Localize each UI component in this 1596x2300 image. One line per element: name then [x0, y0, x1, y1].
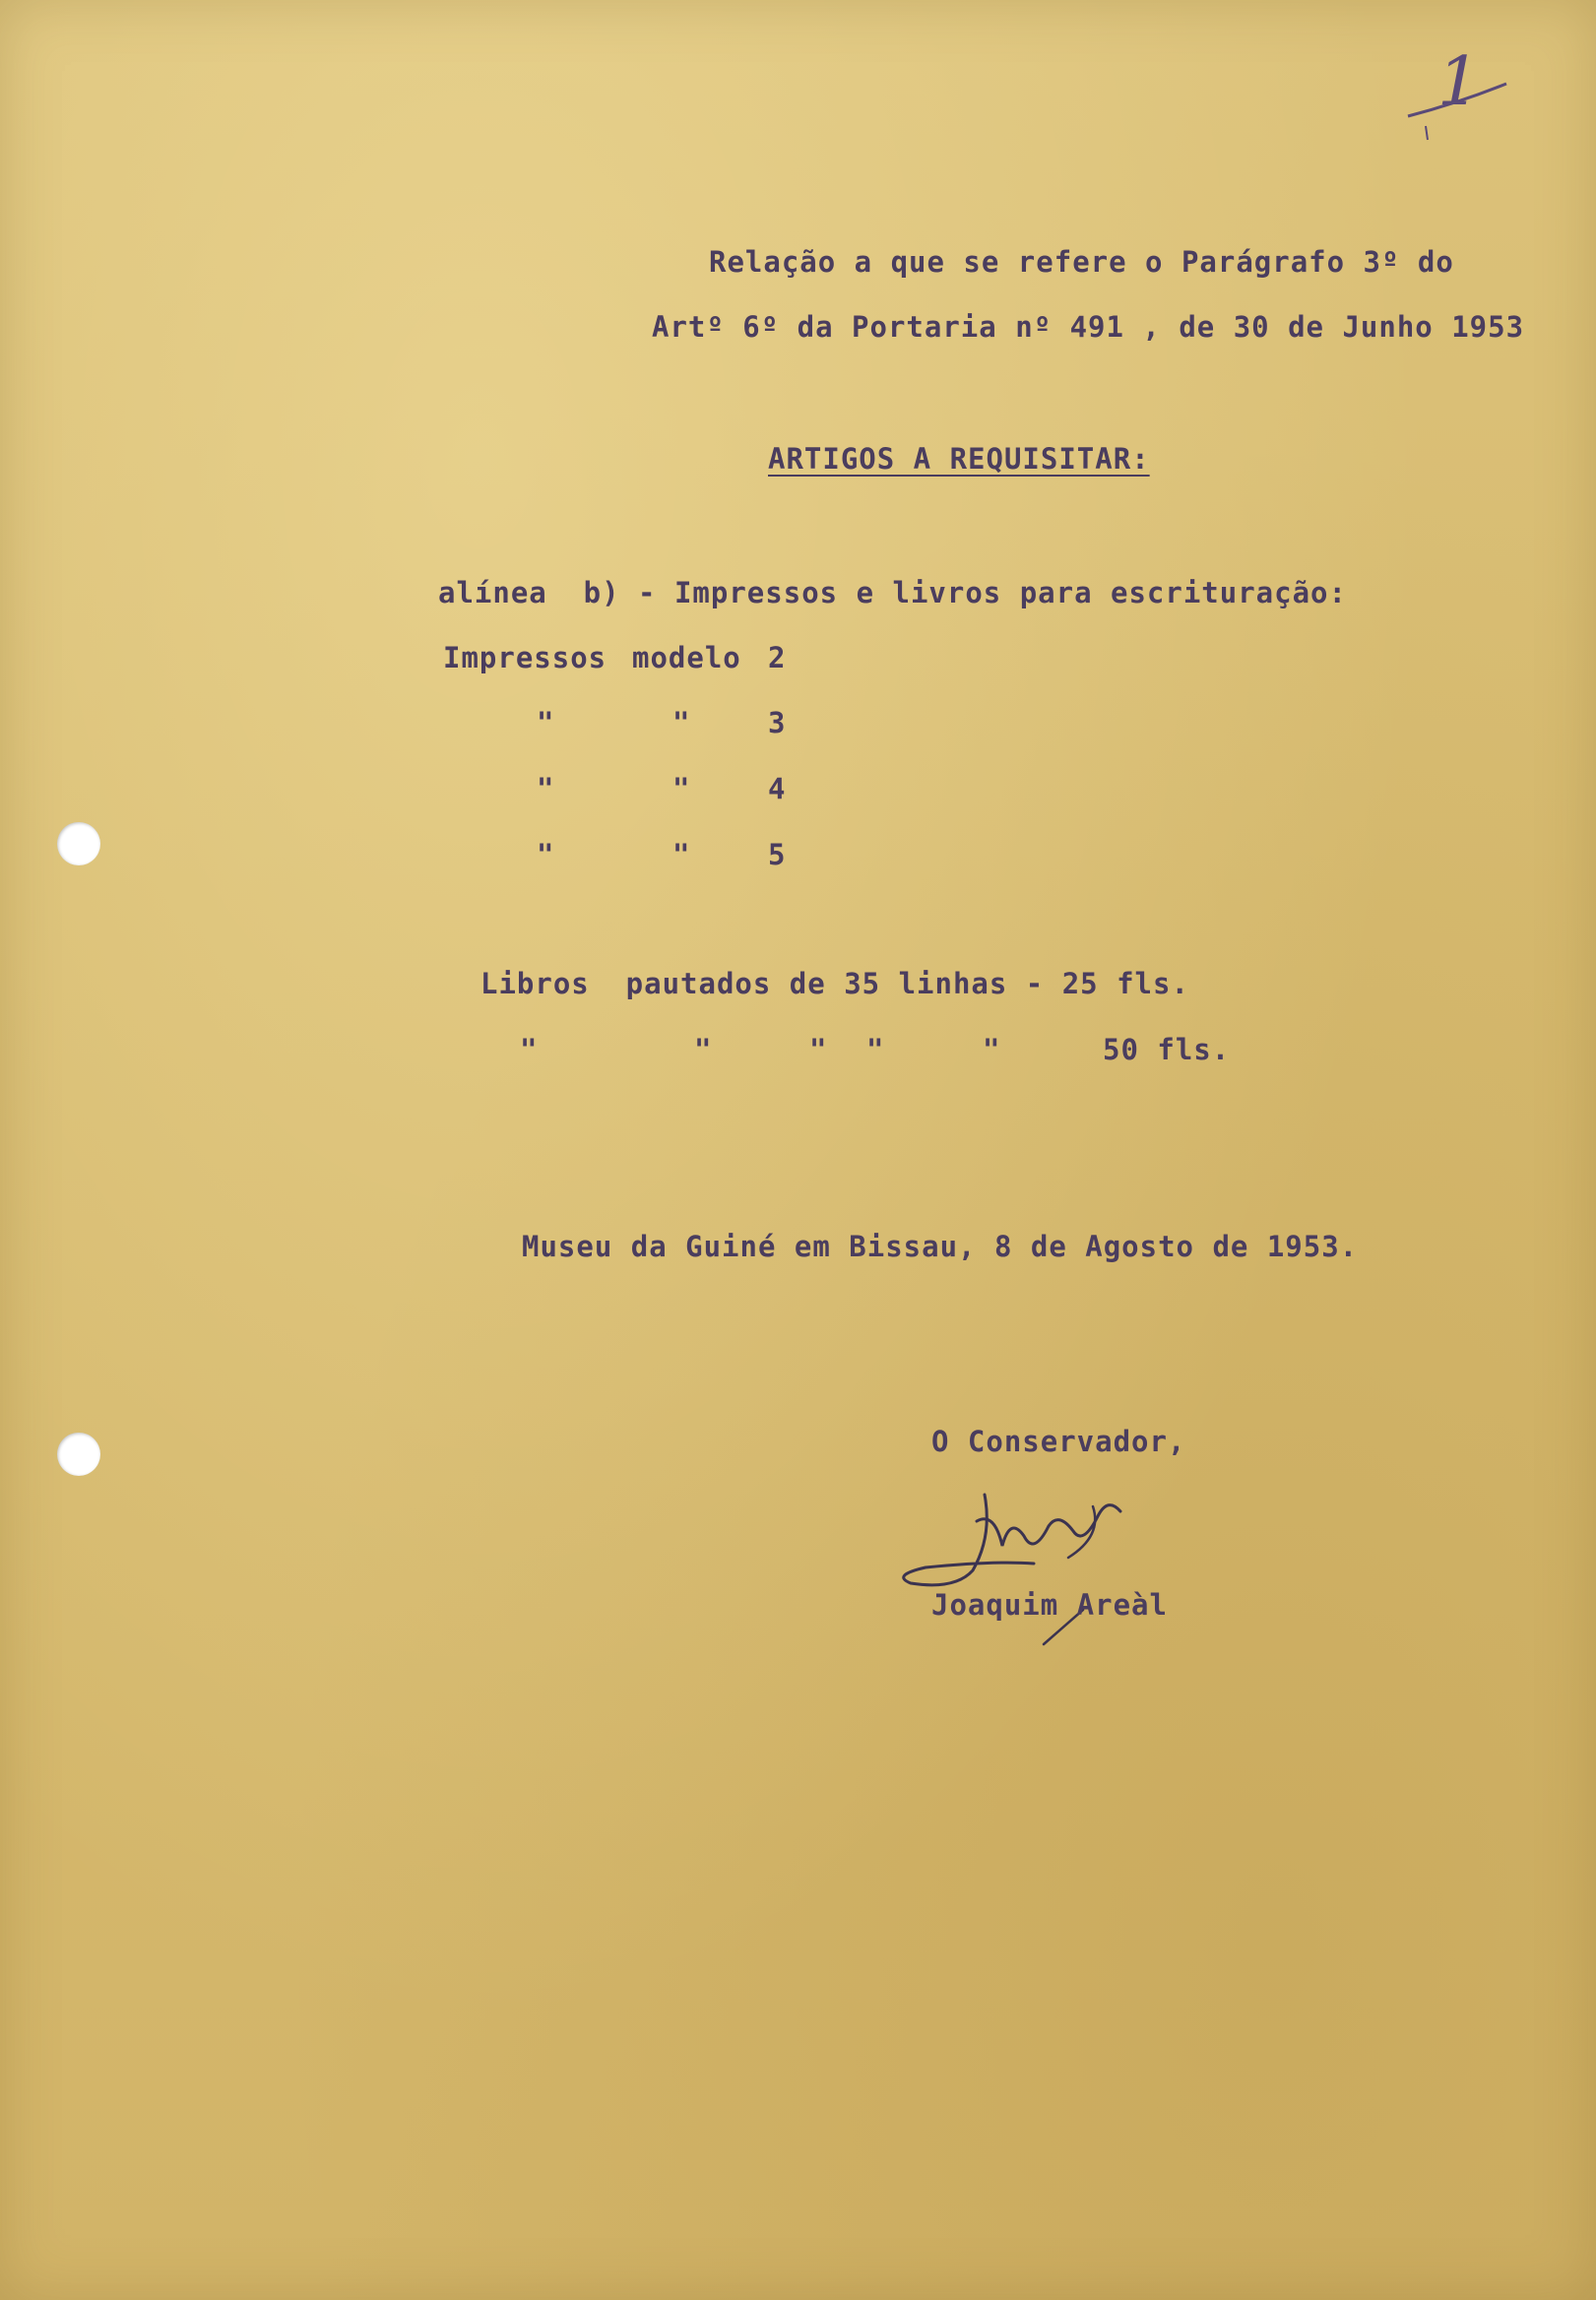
page-number-stroke — [1398, 43, 1516, 148]
impressos-col2: " — [672, 706, 691, 739]
impressos-num: 5 — [768, 838, 787, 871]
livros-line-1: Libros pautados de 35 linhas - 25 fls. — [480, 967, 1189, 1000]
handwritten-page-number — [1398, 43, 1516, 148]
signoff-role: O Conservador, — [931, 1425, 1186, 1458]
ditto-mark: " — [809, 1033, 828, 1066]
ditto-mark: " — [694, 1033, 713, 1066]
impressos-col2: modelo — [632, 641, 741, 674]
punch-hole-bottom — [57, 1433, 100, 1476]
impressos-col1: " — [537, 706, 555, 739]
impressos-col2: " — [672, 772, 691, 805]
impressos-num: 2 — [768, 641, 787, 674]
impressos-col1: " — [537, 772, 555, 805]
livros-line-2-end: 50 fls. — [1103, 1033, 1231, 1066]
impressos-col1: Impressos — [443, 641, 607, 674]
handwritten-signature — [886, 1477, 1181, 1654]
header-line-1: Relação a que se refere o Parágrafo 3º do — [709, 245, 1454, 279]
punch-hole-top — [57, 822, 100, 865]
impressos-num: 4 — [768, 772, 787, 805]
impressos-num: 3 — [768, 706, 787, 739]
header-line-2: Artº 6º da Portaria nº 491 , de 30 de Junho 1953 — [652, 310, 1525, 344]
ditto-mark: " — [983, 1033, 1001, 1066]
page-number-text: 1 — [1437, 43, 1481, 121]
impressos-col1: " — [537, 838, 555, 871]
impressos-col2: " — [672, 838, 691, 871]
place-date: Museu da Guiné em Bissau, 8 de Agosto de 1953. — [522, 1230, 1359, 1263]
signoff-name: Joaquim Areàl — [931, 1588, 1168, 1622]
ditto-mark: " — [520, 1033, 539, 1066]
ditto-mark: " — [866, 1033, 885, 1066]
section-title: ARTIGOS A REQUISITAR: — [768, 442, 1150, 476]
alinea-line: alínea b) - Impressos e livros para escrituração: — [438, 576, 1347, 609]
